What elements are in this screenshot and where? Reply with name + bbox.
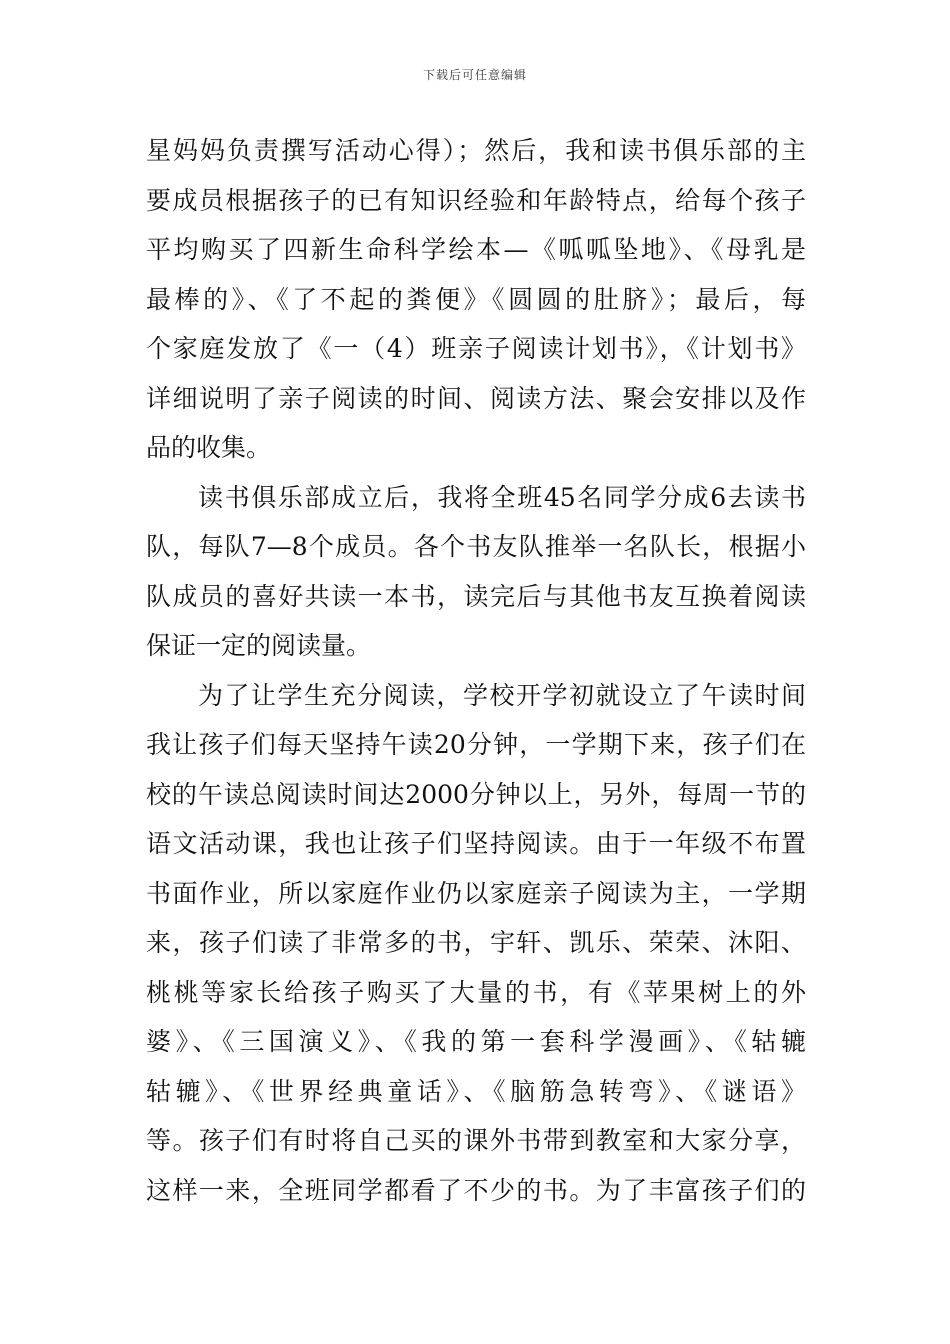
text-line: 队成员的喜好共读一本书，读完后与其他书友互换着阅读 bbox=[146, 581, 806, 611]
paragraph-3 bbox=[146, 671, 806, 1216]
text-line: 读书俱乐部成立后，我将全班45名同学分成6去读书 bbox=[198, 482, 806, 512]
text-line: 品的收集。 bbox=[146, 433, 272, 462]
text-line: 等。孩子们有时将自己买的课外书带到教室和大家分享， bbox=[146, 1126, 806, 1155]
text-line: 语文活动课，我也让孩子们坚持阅读。由于一年级不布置 bbox=[146, 829, 806, 858]
paragraph-1 bbox=[146, 126, 806, 473]
text-line: 来，孩子们读了非常多的书，宇轩、凯乐、荣荣、沐阳、 bbox=[146, 928, 806, 957]
text-line: 详细说明了亲子阅读的时间、阅读方法、聚会安排以及作 bbox=[146, 383, 806, 413]
text-line: 最棒的》、《了不起的粪便》《圆圆的肚脐》；最后，每 bbox=[146, 284, 806, 314]
text-line: 校的午读总阅读时间达2000分钟以上，另外，每周一节的 bbox=[146, 779, 806, 809]
text-line: 队，每队7—8个成员。各个书友队推举一名队长，根据小 bbox=[146, 532, 806, 561]
document-body bbox=[146, 126, 806, 1215]
text-line: 婆》、《三国演义》、《我的第一套科学漫画》、《轱辘 bbox=[146, 1027, 806, 1056]
text-line: 个家庭发放了《一（4）班亲子阅读计划书》，《计划书》 bbox=[146, 334, 806, 363]
text-line: 这样一来，全班同学都看了不少的书。为了丰富孩子们的 bbox=[146, 1175, 806, 1205]
text-line: 书面作业，所以家庭作业仍以家庭亲子阅读为主，一学期 bbox=[146, 878, 806, 908]
paragraph-2 bbox=[146, 473, 806, 671]
text-line: 要成员根据孩子的已有知识经验和年龄特点，给每个孩子 bbox=[146, 185, 806, 215]
text-line: 轱辘》、《世界经典童话》、《脑筋急转弯》、《谜语》 bbox=[146, 1076, 806, 1106]
text-line: 星妈妈负责撰写活动心得）；然后，我和读书俱乐部的主 bbox=[146, 136, 806, 165]
text-line: 我让孩子们每天坚持午读20分钟，一学期下来，孩子们在 bbox=[146, 730, 806, 759]
text-line: 保证一定的阅读量。 bbox=[146, 631, 372, 660]
text-line: 平均购买了四新生命科学绘本—《呱呱坠地》、《母乳是 bbox=[146, 235, 806, 264]
page-header: 下载后可任意编辑 bbox=[422, 68, 527, 82]
text-line: 桃桃等家长给孩子购买了大量的书，有《苹果树上的外 bbox=[146, 977, 806, 1007]
text-line: 为了让学生充分阅读，学校开学初就设立了午读时间 bbox=[198, 680, 806, 710]
